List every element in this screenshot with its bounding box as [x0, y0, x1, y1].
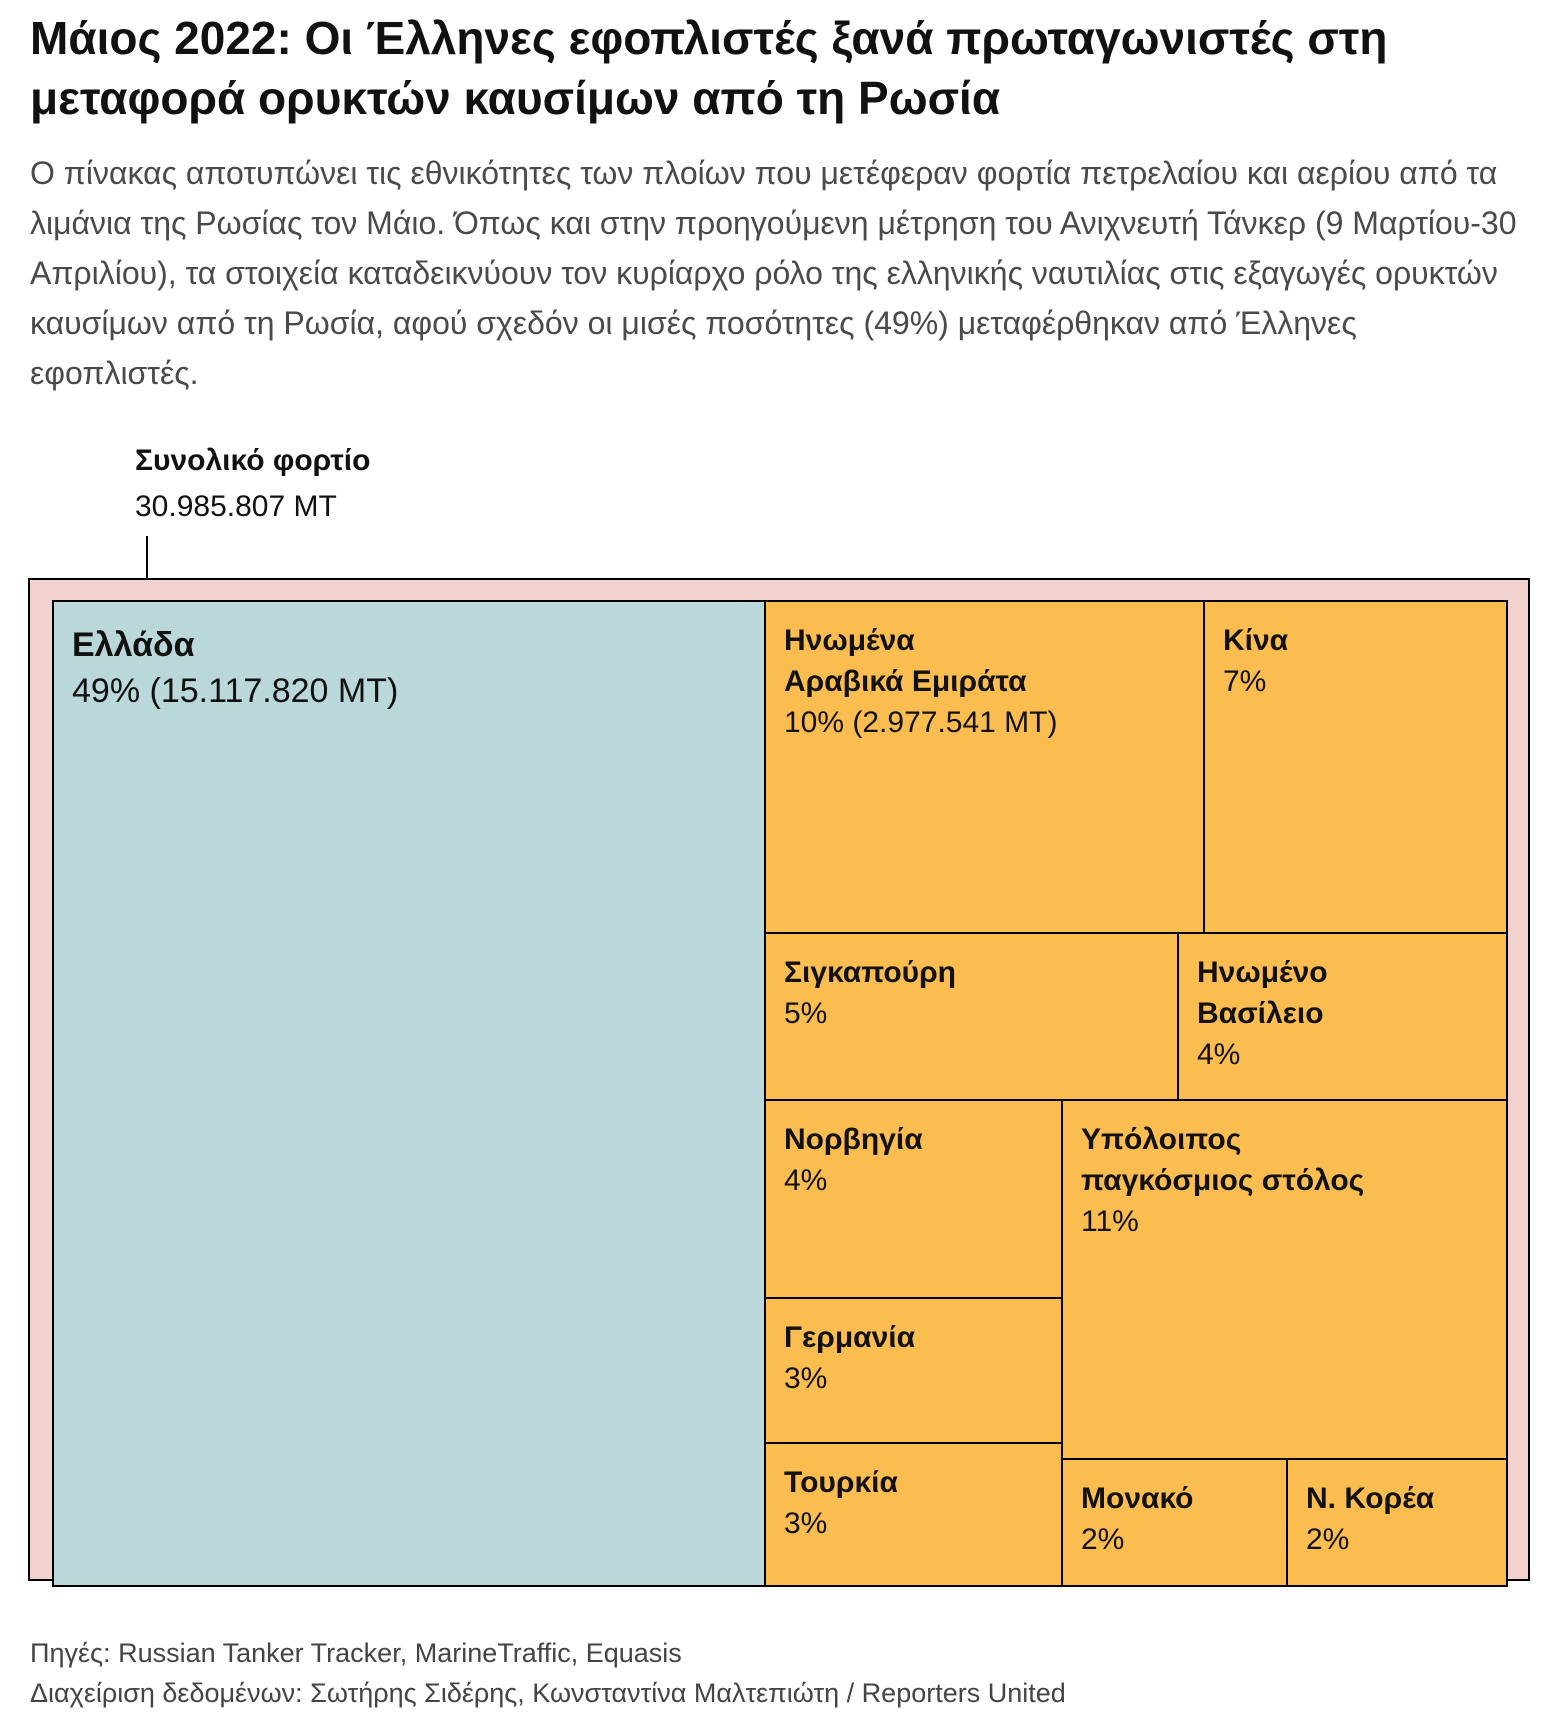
- treemap-label-norway: Νορβηγία: [784, 1123, 923, 1156]
- treemap-value-germany: 3%: [784, 1362, 828, 1395]
- treemap-label-monaco: Μονακό: [1081, 1482, 1194, 1515]
- treemap-value-china: 7%: [1223, 665, 1267, 698]
- treemap-cell-rest-of-world: [1061, 1099, 1508, 1460]
- chart-subtitle: Ο πίνακας αποτυπώνει τις εθνικότητες των πλοίων που μετέφεραν φορτία πετρελαίου και αερίου από τα λιμάνια της Ρωσίας τον Μάιο. Όπως και στην προηγούμενη μέτρηση του Ανιχνευτή Τάνκερ (9 Μαρτίου-30 Απριλίου), τα στοιχεία καταδεικνύουν τον κυρίαρχο ρόλο της ελληνικής ναυτιλίας στις εξαγωγές ορυκτών καυσίμων από τη Ρωσία, αφού σχεδόν οι μισές ποσότητες (49%) μεταφέρθηκαν από Έλληνες εφοπλιστές.: [30, 155, 1517, 391]
- treemap-cell-germany: [764, 1297, 1063, 1444]
- treemap-label-germany: Γερμανία: [784, 1321, 916, 1354]
- treemap-label-turkey: Τουρκία: [784, 1466, 898, 1499]
- total-cargo-value: 30.985.807 MT: [135, 490, 337, 523]
- treemap-label-south-korea: Ν. Κορέα: [1306, 1482, 1435, 1515]
- treemap-cell-monaco: [1061, 1458, 1288, 1587]
- treemap-cell-singapore: [764, 932, 1179, 1101]
- treemap-value-monaco: 2%: [1081, 1523, 1125, 1556]
- treemap: [52, 600, 1508, 1587]
- treemap-label-greece: Ελλάδα: [72, 626, 195, 664]
- treemap-value-norway: 4%: [784, 1164, 828, 1197]
- treemap-value-uk: 4%: [1197, 1038, 1241, 1071]
- chart-title: Μάιος 2022: Οι Έλληνες εφοπλιστές ξανά πρωταγωνιστές στη μεταφορά ορυκτών καυσίμων από τη Ρωσία: [30, 12, 1388, 124]
- treemap-cell-uk: [1177, 932, 1508, 1101]
- treemap-value-uae: 10% (2.977.541 MT): [784, 706, 1058, 739]
- footer-credits: Διαχείριση δεδομένων: Σωτήρης Σιδέρης, Κωνσταντίνα Μαλτεπιώτη / Reporters United: [30, 1678, 1066, 1708]
- treemap-label-rest-of-world: Υπόλοιπος παγκόσμιος στόλος: [1081, 1123, 1365, 1197]
- total-connector-line: [146, 536, 148, 578]
- treemap-cell-south-korea: [1286, 1458, 1508, 1587]
- treemap-value-singapore: 5%: [784, 997, 828, 1030]
- treemap-label-uk: Ηνωμένο Βασίλειο: [1197, 956, 1328, 1030]
- treemap-cell-china: [1203, 600, 1508, 934]
- treemap-cell-turkey: [764, 1442, 1063, 1587]
- treemap-value-south-korea: 2%: [1306, 1523, 1350, 1556]
- treemap-label-china: Κίνα: [1223, 624, 1289, 657]
- treemap-cell-norway: [764, 1099, 1063, 1299]
- total-cargo-label: Συνολικό φορτίο: [135, 444, 371, 477]
- treemap-label-uae: Ηνωμένα Αραβικά Εμιράτα: [784, 624, 1027, 698]
- treemap-value-turkey: 3%: [784, 1507, 828, 1540]
- treemap-label-singapore: Σιγκαπούρη: [784, 956, 957, 989]
- treemap-value-rest-of-world: 11%: [1081, 1205, 1139, 1238]
- treemap-cell-uae: [764, 600, 1205, 934]
- footer-sources: Πηγές: Russian Tanker Tracker, MarineTraffic, Equasis: [30, 1638, 682, 1668]
- treemap-cell-greece: [52, 600, 766, 1587]
- treemap-value-greece: 49% (15.117.820 MT): [72, 672, 399, 710]
